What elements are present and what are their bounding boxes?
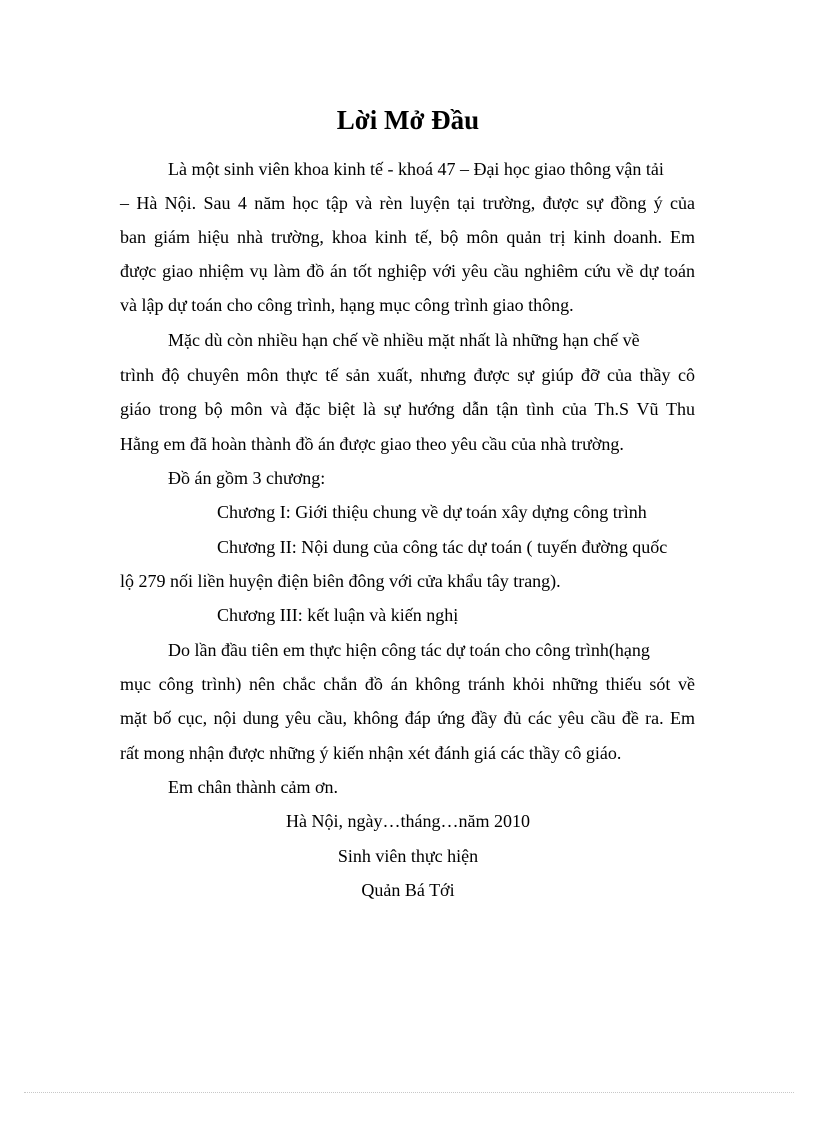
signature-role: Sinh viên thực hiện	[337, 846, 479, 866]
chapters-intro: Đồ án gồm 3 chương:	[168, 468, 326, 488]
paragraph-3-line-2: mục công trình) nên chắc chắn đồ án không tránh khỏi những thiếu sót về	[120, 674, 695, 694]
chapter-2-line-1: Chương II: Nội dung của công tác dự toán ( tuyến đường quốc	[217, 537, 668, 557]
chapter-2-line-2: lộ 279 nối liền huyện điện biên đông với cửa khẩu tây trang).	[120, 571, 561, 591]
chapter-3: Chương III: kết luận và kiến nghị	[217, 605, 459, 625]
paragraph-1-line-3: ban giám hiệu nhà trường, khoa kinh tế, bộ môn quản trị kinh doanh. Em	[120, 227, 695, 247]
page-title: Lời Mở Đầu	[336, 105, 480, 135]
paragraph-1-line-5: và lập dự toán cho công trình, hạng mục công trình giao thông.	[120, 295, 574, 315]
paragraph-2-line-2: trình độ chuyên môn thực tế sản xuất, nhưng được sự giúp đỡ của thầy cô	[120, 365, 695, 385]
paragraph-2-line-4: Hằng em đã hoàn thành đồ án được giao theo yêu cầu của nhà trường.	[120, 434, 624, 454]
chapter-1: Chương I: Giới thiệu chung về dự toán xây dựng công trình	[217, 502, 647, 522]
thanks-line: Em chân thành cảm ơn.	[168, 777, 338, 797]
paragraph-1-line-1: Là một sinh viên khoa kinh tế - khoá 47 – Đại học giao thông vận tải	[168, 159, 664, 179]
signature-place-date: Hà Nội, ngày…tháng…năm 2010	[286, 811, 530, 831]
paragraph-1-line-2: – Hà Nội. Sau 4 năm học tập và rèn luyện tại trường, được sự đồng ý của	[120, 193, 695, 213]
paragraph-2-line-1: Mặc dù còn nhiều hạn chế về nhiều mặt nhất là những hạn chế về	[168, 330, 640, 350]
signature-name: Quản Bá Tới	[361, 880, 455, 900]
page-bottom-divider	[24, 1092, 794, 1093]
paragraph-3-line-3: mặt bố cục, nội dung yêu cầu, không đáp ứng đầy đủ các yêu cầu đề ra. Em	[120, 708, 695, 728]
paragraph-1-line-4: được giao nhiệm vụ làm đồ án tốt nghiệp với yêu cầu nghiêm cứu về dự toán	[120, 261, 695, 281]
paragraph-2-line-3: giáo trong bộ môn và đặc biệt là sự hướng dẫn tận tình của Th.S Vũ Thu	[120, 399, 695, 419]
paragraph-3-line-4: rất mong nhận được những ý kiến nhận xét đánh giá các thầy cô giáo.	[120, 743, 622, 763]
paragraph-3-line-1: Do lần đầu tiên em thực hiện công tác dự toán cho công trình(hạng	[168, 640, 650, 660]
